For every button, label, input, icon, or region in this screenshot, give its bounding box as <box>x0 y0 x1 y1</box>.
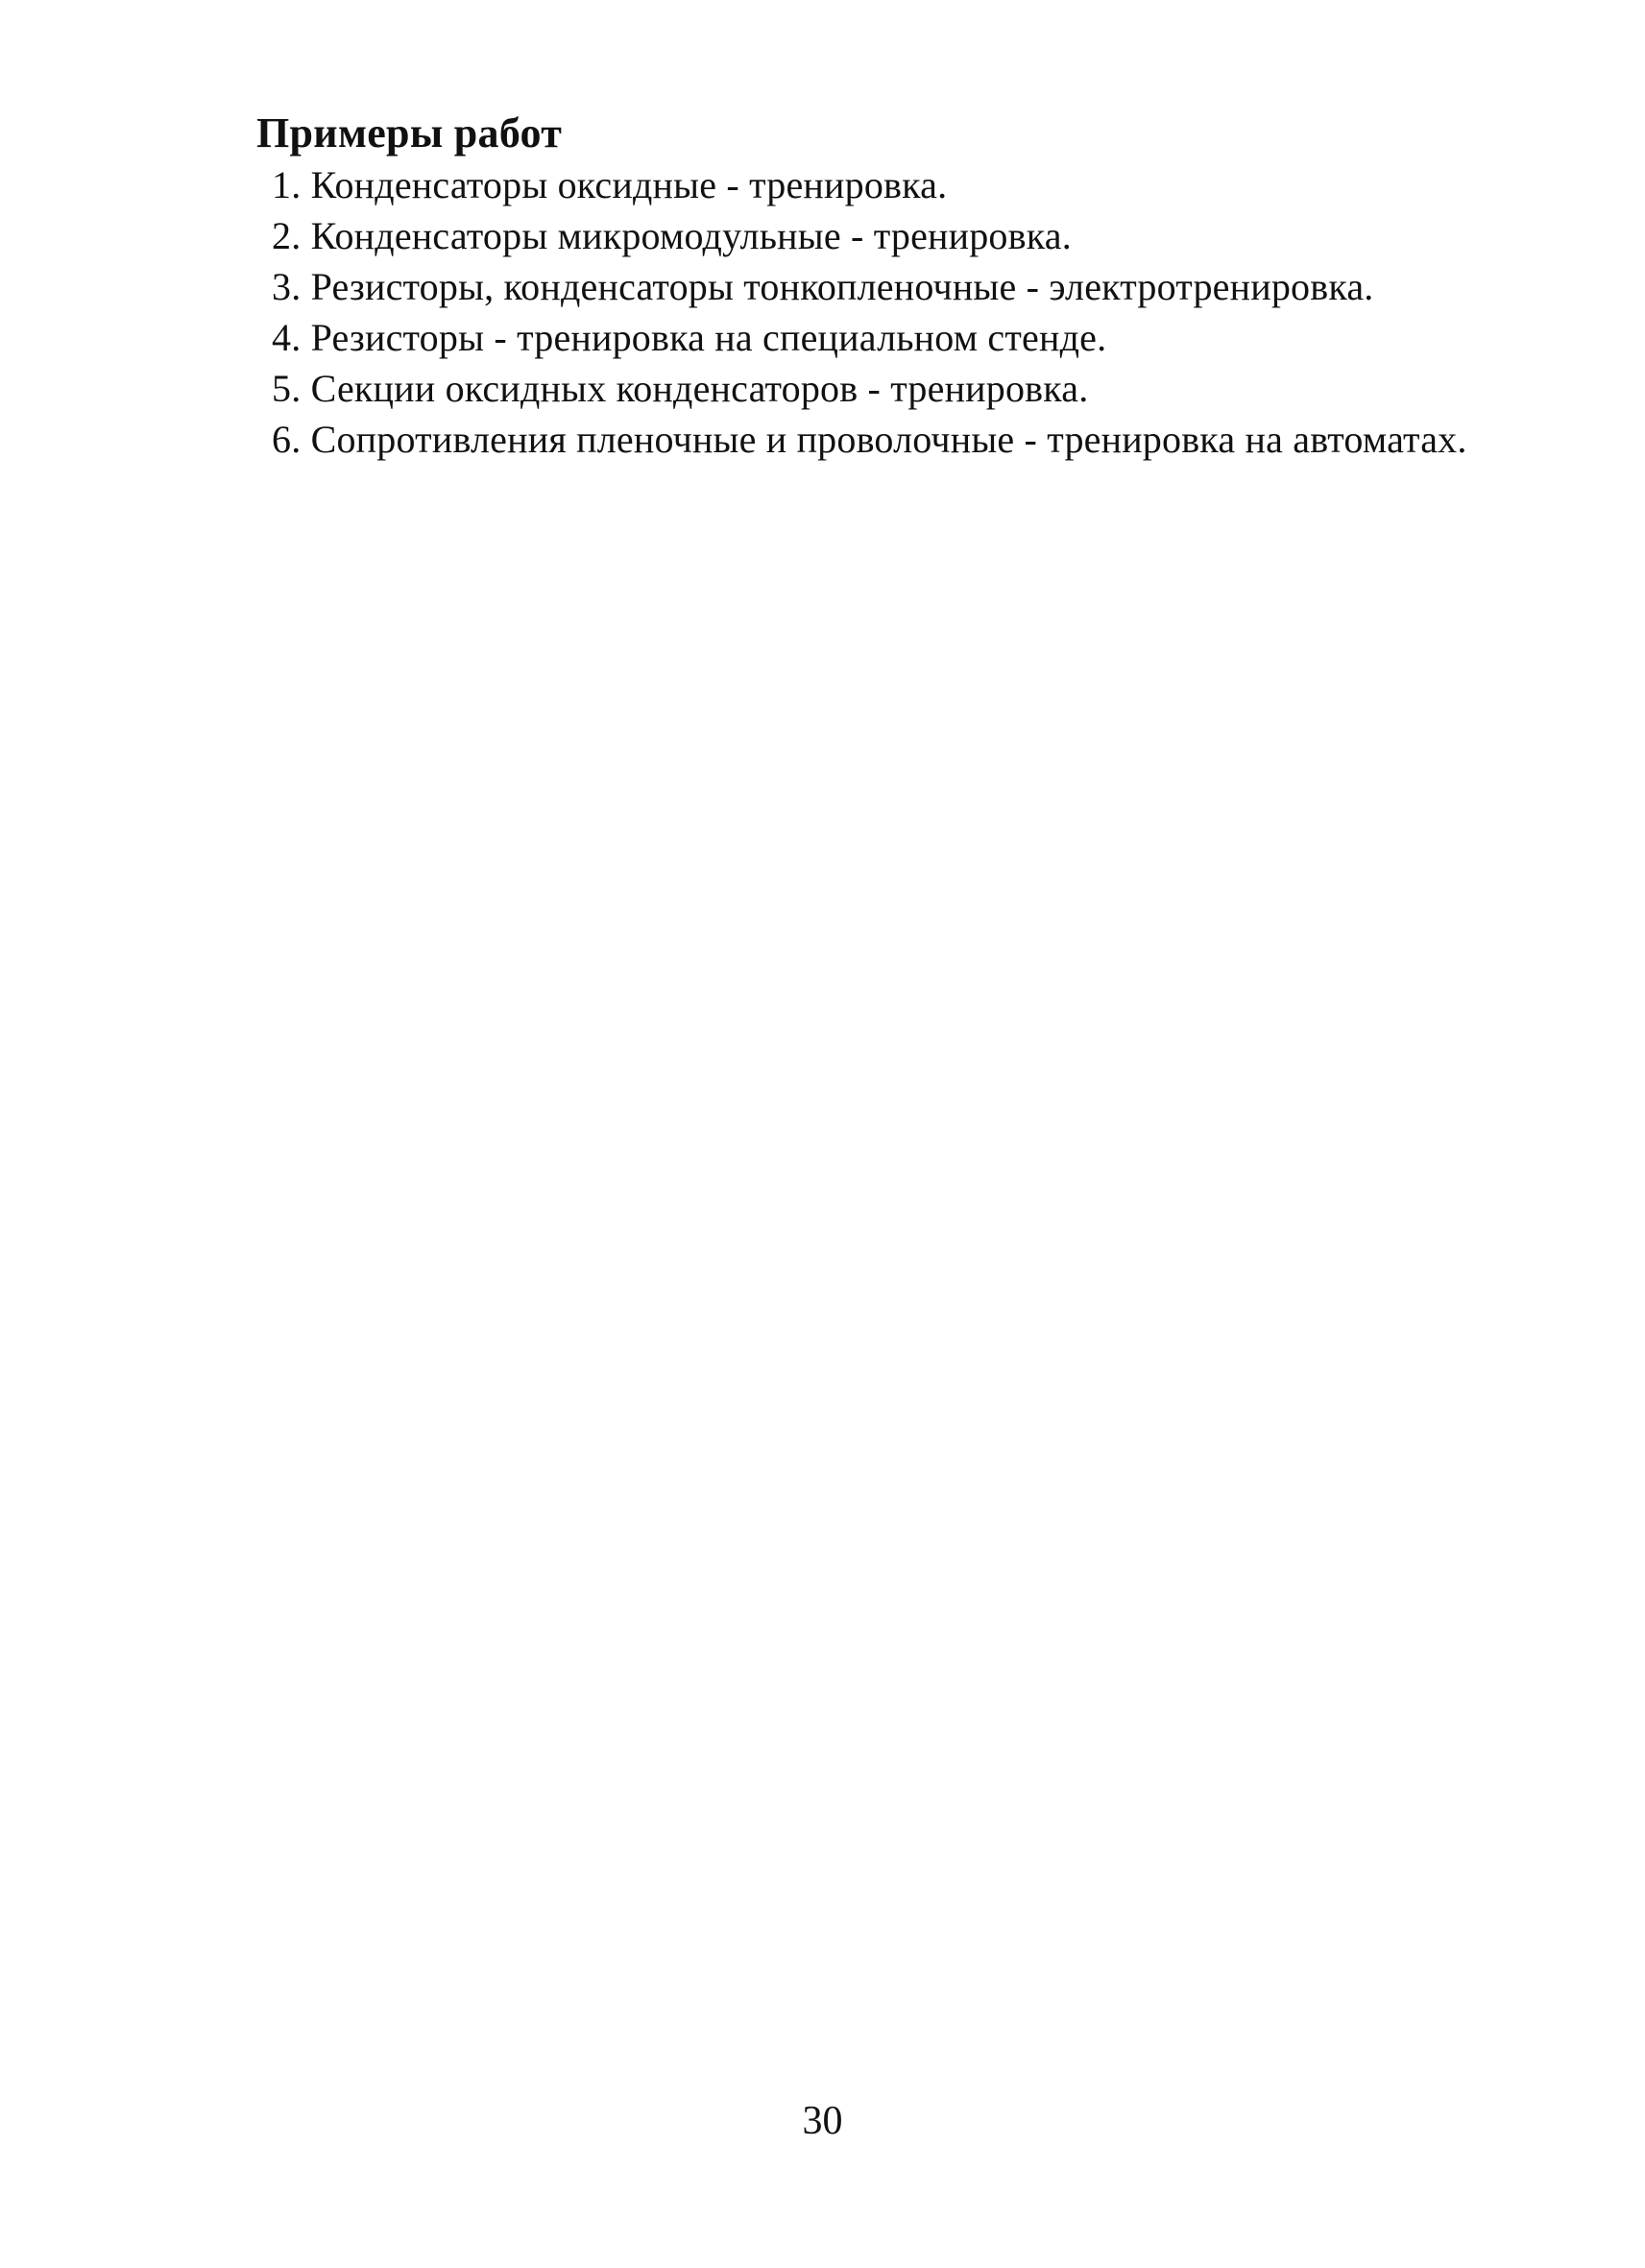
section-heading: Примеры работ <box>256 109 563 157</box>
page-number: 30 <box>802 2099 843 2143</box>
list-item-1: 1. Конденсаторы оксидные - тренировка. <box>272 163 948 206</box>
list-item-3: 3. Резисторы, конденсаторы тонкопленочные - электротренировка. <box>272 265 1374 308</box>
list-item-4: 4. Резисторы - тренировка на специальном стенде. <box>272 316 1107 359</box>
list-item-5: 5. Секции оксидных конденсаторов - тренировка. <box>272 367 1089 410</box>
list-item-2: 2. Конденсаторы микромодульные - тренировка. <box>272 214 1072 257</box>
list-item-6: 6. Сопротивления пленочные и проволочные - тренировка на автоматах. <box>272 418 1467 461</box>
page-content <box>139 108 1503 465</box>
